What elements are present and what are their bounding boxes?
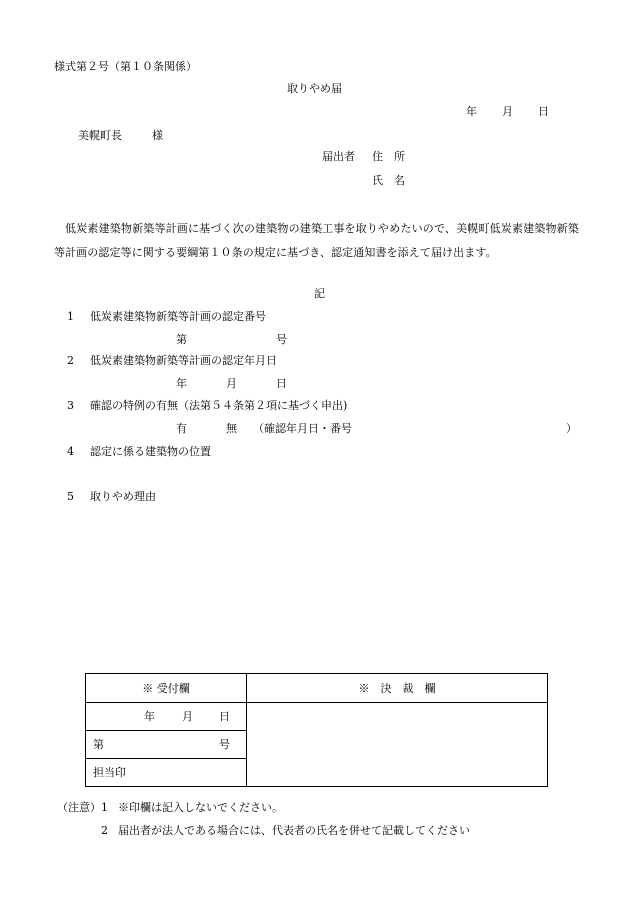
confirmation-date-number-label: （確認年月日・番号 xyxy=(253,422,352,435)
item-label-certification-date: 低炭素建築物新築等計画の認定年月日 xyxy=(90,354,277,367)
cert-date-year-label: 年 xyxy=(176,377,187,390)
reception-day-label: 日 xyxy=(219,710,230,723)
notifier-name-label: 氏 名 xyxy=(372,174,405,187)
reception-number-cell xyxy=(86,731,247,759)
body-text: 低炭素建築物新築等計画に基づく次の建築物の建築工事を取りやめたいので、美幌町低炭素建築物新築等計画の認定等に関する要綱第１０条の規定に基づき、認定通知書を添えて届け出ます。 xyxy=(54,222,579,259)
item-number: 1 xyxy=(67,310,74,323)
option-yes-label: 有 xyxy=(176,422,187,435)
cert-number-dai-label: 第 xyxy=(176,333,187,346)
confirmation-paren-close: ） xyxy=(566,422,577,435)
cert-date-day-label: 日 xyxy=(276,377,287,390)
item-number: 2 xyxy=(67,354,74,367)
item-label-building-location: 認定に係る建築物の位置 xyxy=(90,445,211,458)
note-text: 届出者が法人である場合には、代表者の氏名を併せて記載してください xyxy=(118,824,470,837)
ki-label: 記 xyxy=(314,287,325,300)
note-number: 2 xyxy=(101,824,108,837)
staff-seal-label: 担当印 xyxy=(93,766,126,779)
addressee-name: 美幌町長 xyxy=(78,129,122,142)
item-number: 4 xyxy=(67,445,74,458)
item-label-certification-number: 低炭素建築物新築等計画の認定番号 xyxy=(90,310,266,323)
note-number: 1 xyxy=(101,801,108,814)
page-title: 取りやめ届 xyxy=(287,82,342,95)
option-no-label: 無 xyxy=(226,422,237,435)
notes-label: （注意） xyxy=(57,801,101,814)
cert-number-go-label: 号 xyxy=(276,333,287,346)
decision-header: ※ 決 裁 欄 xyxy=(247,674,548,703)
reception-dai-label: 第 xyxy=(93,738,104,751)
reception-month-label: 月 xyxy=(182,710,193,723)
date-month-label: 月 xyxy=(502,105,513,118)
cert-date-month-label: 月 xyxy=(226,377,237,390)
addressee-honorific: 様 xyxy=(152,129,163,142)
reception-header: ※ 受付欄 xyxy=(86,674,247,703)
decision-area xyxy=(247,703,548,787)
form-number: 様式第２号（第１０条関係） xyxy=(54,60,197,73)
reception-go-label: 号 xyxy=(219,738,230,751)
item-label-special-confirmation: 確認の特例の有無（法第５４条第２項に基づく申出) xyxy=(90,399,348,412)
note-text: ※印欄は記入しないでください。 xyxy=(118,801,283,814)
date-year-label: 年 xyxy=(466,105,477,118)
office-use-table xyxy=(85,673,548,787)
staff-seal-cell xyxy=(86,759,247,787)
notifier-label: 届出者 xyxy=(322,150,355,163)
item-number: 5 xyxy=(67,490,74,503)
item-label-cancellation-reason: 取りやめ理由 xyxy=(90,490,156,503)
reception-year-label: 年 xyxy=(144,710,155,723)
notifier-address-label: 住 所 xyxy=(372,150,405,163)
reception-date-cell xyxy=(86,703,247,731)
date-day-label: 日 xyxy=(538,105,549,118)
item-number: 3 xyxy=(67,399,74,412)
